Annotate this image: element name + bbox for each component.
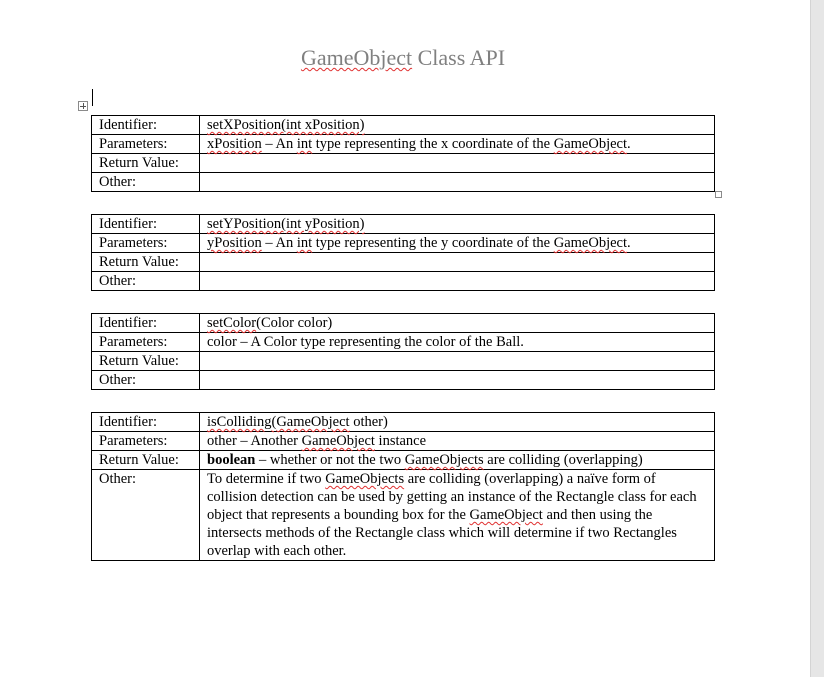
document-title [0, 45, 806, 71]
parameters-value[interactable]: other – Another GameObject instance [200, 432, 715, 451]
parameters-value[interactable]: xPosition – An int type representing the x coordinate of the GameObject. [200, 135, 715, 154]
table-resize-icon[interactable] [715, 191, 722, 198]
other-cell[interactable] [200, 371, 715, 390]
table-row [92, 470, 715, 561]
parameters-label: Parameters: [92, 234, 200, 253]
identifier-label: Identifier: [92, 116, 200, 135]
parameters-value[interactable]: color – A Color type representing the color of the Ball. [200, 333, 715, 352]
identifier-value[interactable]: isColliding(GameObject other) [200, 413, 715, 432]
other-label: Other: [92, 173, 200, 192]
identifier-label: Identifier: [92, 215, 200, 234]
table-row [92, 135, 715, 154]
return-value-cell[interactable] [200, 253, 715, 272]
identifier-label: Identifier: [92, 314, 200, 333]
return-value-cell[interactable] [200, 352, 715, 371]
table-row [92, 272, 715, 291]
table-row [92, 173, 715, 192]
other-cell[interactable]: To determine if two GameObjects are colliding (overlapping) a naïve form of collision detection can be used by getting an instance of the Rectangle class for each object that represents a bounding box for the GameObject and then using the intersects methods of the Rectangle class which will determine if two Rectangles overlap with each other. [200, 470, 715, 561]
identifier-value[interactable]: setXPosition(int xPosition) [200, 116, 715, 135]
text-cursor [92, 89, 93, 106]
api-table-iscolliding [91, 412, 715, 561]
vertical-scrollbar[interactable] [810, 0, 824, 677]
table-row [92, 352, 715, 371]
return-value-label: Return Value: [92, 451, 200, 470]
return-value-label: Return Value: [92, 253, 200, 272]
table-row [92, 215, 715, 234]
api-table-setyposition [91, 214, 715, 291]
other-label: Other: [92, 371, 200, 390]
table-row [92, 116, 715, 135]
table-row [92, 234, 715, 253]
table-row [92, 371, 715, 390]
return-value-cell[interactable]: boolean – whether or not the two GameObjects are colliding (overlapping) [200, 451, 715, 470]
api-table-setcolor [91, 313, 715, 390]
parameters-label: Parameters: [92, 333, 200, 352]
other-label: Other: [92, 272, 200, 291]
parameters-value[interactable]: yPosition – An int type representing the y coordinate of the GameObject. [200, 234, 715, 253]
other-label: Other: [92, 470, 200, 561]
table-row [92, 154, 715, 173]
parameters-label: Parameters: [92, 135, 200, 154]
identifier-value[interactable]: setColor(Color color) [200, 314, 715, 333]
title-class-name: GameObject [300, 45, 413, 70]
table-row [92, 413, 715, 432]
api-table-setxposition [91, 115, 715, 192]
return-value-cell[interactable] [200, 154, 715, 173]
table-row [92, 314, 715, 333]
title-suffix: Class API [412, 45, 506, 70]
table-row [92, 451, 715, 470]
table-move-icon[interactable] [78, 101, 88, 111]
table-row [92, 333, 715, 352]
table-row [92, 432, 715, 451]
identifier-label: Identifier: [92, 413, 200, 432]
identifier-value[interactable]: setYPosition(int yPosition) [200, 215, 715, 234]
parameters-label: Parameters: [92, 432, 200, 451]
return-value-label: Return Value: [92, 154, 200, 173]
other-cell[interactable] [200, 272, 715, 291]
other-cell[interactable] [200, 173, 715, 192]
table-row [92, 253, 715, 272]
return-value-label: Return Value: [92, 352, 200, 371]
